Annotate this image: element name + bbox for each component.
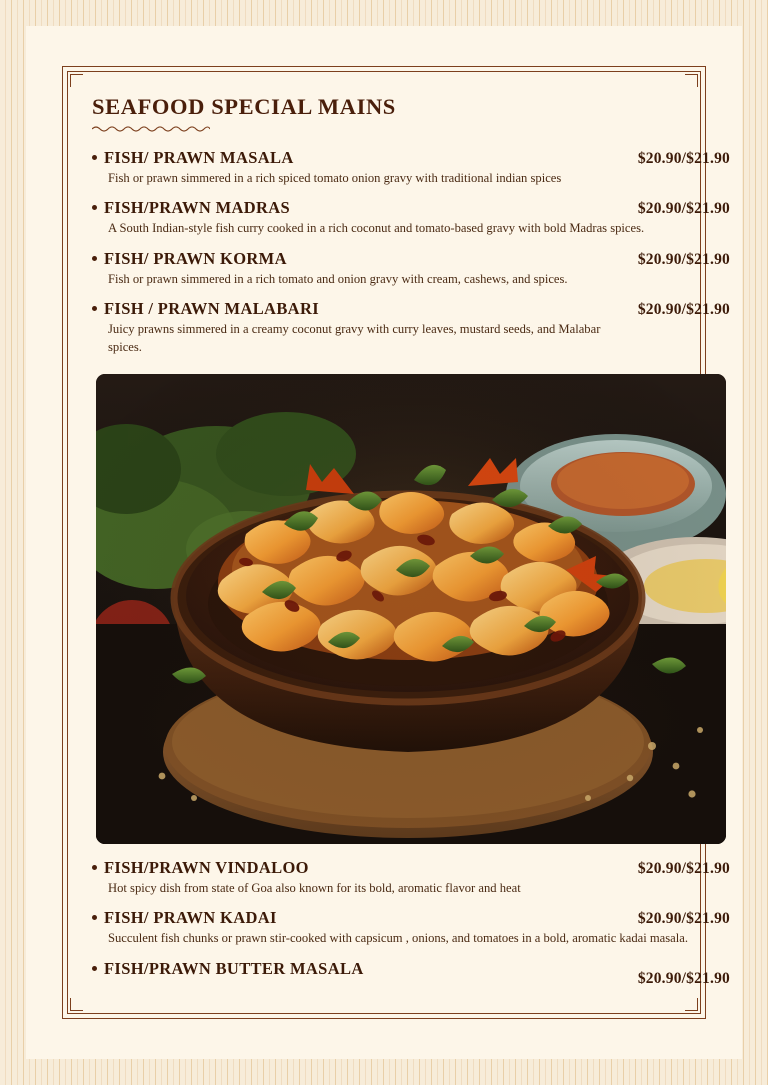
menu-item-name-wrap [92,249,287,269]
bullet-icon [92,966,97,971]
squiggle-divider-icon [92,124,210,132]
menu-list-bottom [92,857,730,987]
menu-item-description: A South Indian-style fish curry cooked in a rich coconut and tomato-based gravy with bold Madras spices. [108,221,645,236]
menu-item[interactable] [92,299,730,356]
menu-item[interactable] [92,148,730,187]
menu-item-name-wrap [92,959,364,979]
menu-item-name: FISH/PRAWN MADRAS [104,198,291,218]
menu-item-header [92,908,730,928]
menu-item-header [92,858,730,878]
menu-item-header [92,148,730,168]
menu-item-description: Juicy prawns simmered in a creamy coconut gravy with curry leaves, mustard seeds, and Malabar spices. [108,322,601,354]
bullet-icon [92,915,97,920]
menu-item[interactable] [92,198,730,237]
menu-item-name: FISH/ PRAWN KORMA [104,248,287,268]
menu-item-price: $20.90/$21.90 [637,150,730,167]
menu-item-description: Fish or prawn simmered in a rich spiced tomato onion gravy with traditional indian spices [108,171,562,185]
menu-item-name: FISH/ PRAWN MASALA [104,148,294,167]
menu-item-price: $20.90/$21.90 [637,250,730,268]
bullet-icon [92,205,97,210]
menu-item-name-wrap [92,908,277,928]
menu-item-description: Succulent fish chunks or prawn stir-cooked with capsicum , onions, and tomatoes in a bold, aromatic kadai masala. [108,931,688,946]
corner-ornament-top-right [687,66,706,85]
bullet-icon [92,306,97,311]
menu-item[interactable] [92,958,730,987]
menu-panel [26,26,742,1059]
bullet-icon [92,155,97,160]
menu-list-top [92,148,730,356]
menu-item-description: Fish or prawn simmered in a rich tomato and onion gravy with cream, cashews, and spices. [108,271,568,286]
corner-ornament-bottom-left [62,1000,81,1019]
menu-item-price: $20.90/$21.90 [637,859,730,877]
menu-item[interactable] [92,858,730,897]
menu-item-name-wrap [92,299,319,319]
dish-photo [96,374,726,844]
menu-item-name: FISH/ PRAWN KADAI [104,908,277,928]
bullet-icon [92,256,97,261]
menu-item[interactable] [92,249,730,288]
menu-item-price: $20.90/$21.90 [637,301,730,319]
menu-item[interactable] [92,908,730,947]
menu-item-name-wrap [92,858,309,878]
menu-item-name: FISH/PRAWN BUTTER MASALA [104,958,364,978]
menu-item-header [92,958,730,987]
menu-item-header [92,198,730,218]
bullet-icon [92,865,97,870]
menu-item-description: Hot spicy dish from state of Goa also known for its bold, aromatic flavor and heat [108,880,521,895]
dish-photo-image [96,374,726,844]
section-title: SEAFOOD SPECIAL MAINS [92,94,396,119]
menu-item-name-wrap [92,148,294,168]
menu-item-name: FISH / PRAWN MALABARI [104,299,319,319]
menu-item-price: $20.90/$21.90 [637,969,730,987]
menu-content [92,94,730,990]
corner-ornament-bottom-right [687,1000,706,1019]
menu-item-price: $20.90/$21.90 [637,910,730,928]
menu-item-name: FISH/PRAWN VINDALOO [104,857,309,877]
menu-item-name-wrap [92,198,290,218]
corner-ornament-top-left [62,66,81,85]
menu-item-header [92,249,730,269]
menu-item-price: $20.90/$21.90 [637,200,730,218]
menu-item-header [92,299,730,319]
